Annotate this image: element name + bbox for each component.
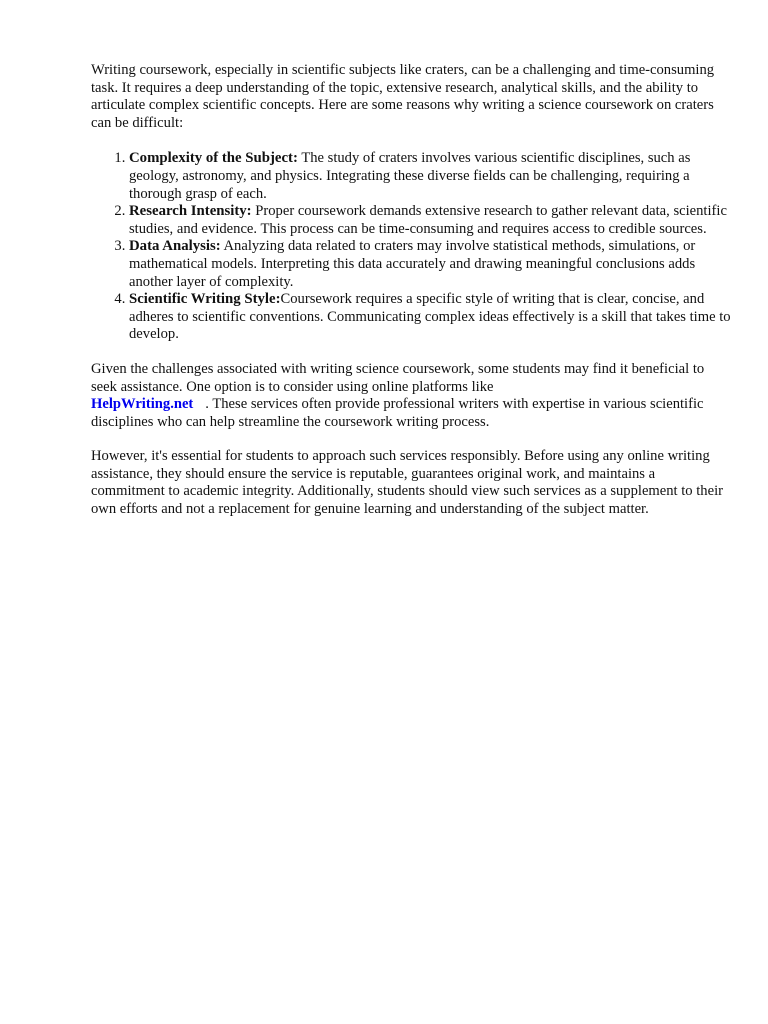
assistance-paragraph [91,361,731,431]
list-item-term: Complexity of the Subject: [129,150,298,167]
list-item [129,238,731,291]
list-item-term: Data Analysis: [129,238,221,255]
document-page [91,62,731,519]
list-item-text: Analyzing data related to craters may involve statistical methods, simulations, or mathematical models. Interpreting this data accurately and drawing meaningful conclusions adds another layer of complexity. [129,238,696,290]
list-item [129,150,731,203]
assistance-text-before: Given the challenges associated with writing science coursework, some students may find it beneficial to seek assistance. One option is to consider using online platforms like [91,360,705,395]
helpwriting-link[interactable]: HelpWriting.net [91,396,194,413]
list-item-text: Proper coursework demands extensive research to gather relevant data, scientific studies, and evidence. This process can be time-consuming and requires access to credible sources. [129,203,727,237]
list-item-term: Scientific Writing Style: [129,291,281,308]
reasons-list [91,150,731,344]
list-item [129,291,731,344]
list-item-text: Coursework requires a specific style of writing that is clear, concise, and adheres to scientific conventions. Communicating complex ideas effectively is a skill that takes time to develop. [129,291,731,343]
intro-paragraph: Writing coursework, especially in scientific subjects like craters, can be a challenging and time-consuming task. It requires a deep understanding of the topic, extensive research, analytical skills, and the ability to articulate complex scientific concepts. Here are some reasons why writing a science coursework on craters can be difficult: [91,62,715,131]
list-item [129,203,731,238]
list-item-text: The study of craters involves various scientific disciplines, such as geology, astronomy, and physics. Integrating these diverse fields can be challenging, requiring a thorough grasp of each. [129,150,691,202]
responsibility-paragraph: However, it's essential for students to approach such services responsibly. Before using any online writing assistance, they should ensure the service is reputable, guarantees original work, and maintains a commitment to academic integrity. Additionally, students should view such services as a supplement to their own efforts and not a replacement for genuine learning and understanding of the subject matter. [91,448,723,518]
assistance-text-after: . These services often provide professional writers with expertise in various scientific disciplines who can help streamline the coursework writing process. [91,396,704,430]
list-item-term: Research Intensity: [129,203,252,220]
